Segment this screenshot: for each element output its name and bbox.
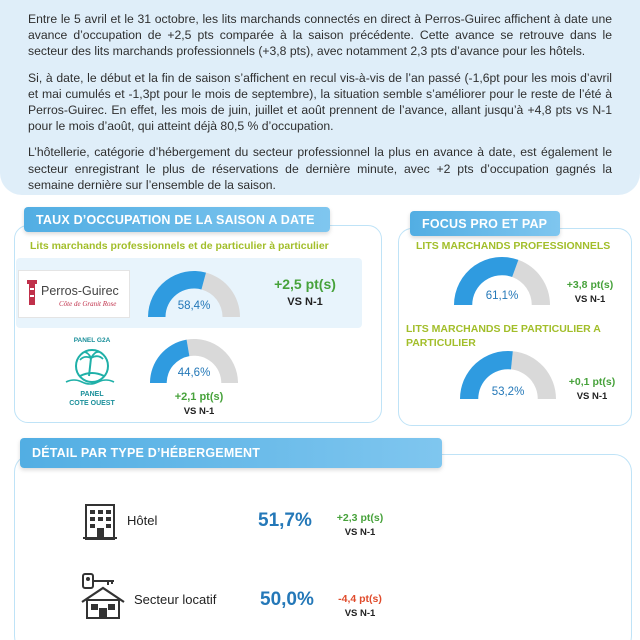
delta-vs: VS N-1 [344,527,376,538]
perros-guirec-logo [18,270,130,318]
panel-g2a-badge [58,336,126,412]
focus-pro-gauge [452,256,552,306]
delta-value: +2,1 pt(s) [174,391,224,403]
delta-vs: VS N-1 [576,391,608,402]
detail-row-1-label: Hôtel [127,513,158,528]
delta-vs: VS N-1 [287,296,323,308]
detail-row-2-label: Secteur locatif [134,592,217,607]
season-main-delta [262,276,348,308]
intro-panel [0,0,640,195]
panel-label-bottom-2: COTE OUEST [69,400,115,407]
season-subtitle: Lits marchands professionnels et de particulier à particulier [30,240,329,252]
logo-tagline: Côte de Granit Rose [59,300,117,308]
gauge-value: 53,2% [491,386,525,398]
delta-value: +0,1 pt(s) [568,376,616,388]
season-main-gauge [146,262,242,318]
season-panel-gauge [144,338,244,384]
delta-value: +2,3 pt(s) [336,512,384,524]
hotel-building-icon [80,501,120,541]
season-title: TAUX D’OCCUPATION DE LA SAISON A DATE [24,207,330,232]
panel-label-bottom-1: PANEL [80,391,104,398]
focus-pro-title: LITS MARCHANDS PROFESSIONNELS [416,240,611,252]
gauge-value: 61,1% [485,290,519,302]
focus-pro-delta [556,275,624,305]
intro-paragraph-3: L’hôtellerie, catégorie d’hébergement du secteur professionnel la plus en avance à date, est également le secteur enregistrant le plus de réservations de dernière minute, avec +2 pts d’occupation gagnés la semaine dernière sur l’ensemble de la saison. [28,145,612,192]
delta-value: +2,5 pt(s) [274,276,336,292]
delta-vs: VS N-1 [344,608,376,619]
intro-paragraph-2: Si, à date, le début et la fin de saison s’affichent en recul vis-à-vis de l’an passé (-1,6pt pour les mois d’avril et mai cumulés et -1,3pt pour le mois de septembre), la situation semble s’améliorer pour le reste de l’été à Perros-Guirec. En effet, les mois de juin, juillet et août prennent de l’avance, allant jusqu’à +4,8 pts vs N-1 pour le mois d’août, qui atteint déjà 80,5 % d’occupation. [28,70,612,134]
focus-pap-gauge [458,350,558,400]
gauge-value: 58,4% [177,300,211,312]
detail-row-2-delta [322,589,398,619]
intro-paragraph-1: Entre le 5 avril et le 31 octobre, les lits marchands connectés en direct à Perros-Guirec affichent à date une avance d’occupation de +2,5 pts comparée à la saison précédente. Cette avance se retrouve dans le secteur des lits marchands professionnels (+3,8 pts), avec notamment 2,3 pts d’avance pour les hôtels. [28,12,612,59]
focus-title: FOCUS PRO ET PAP [410,211,560,236]
focus-pap-title: LITS MARCHANDS DE PARTICULIER A PARTICULIER [406,323,601,349]
rental-house-key-icon [78,572,128,620]
detail-row-2-value: 50,0% [260,589,314,610]
delta-value: +3,8 pt(s) [566,279,614,291]
detail-row-1-delta [322,508,398,538]
beach-palm-icon [58,346,126,390]
logo-name: Perros-Guirec [41,284,119,298]
delta-vs: VS N-1 [574,294,606,305]
panel-label-top: PANEL G2A [73,337,111,344]
season-panel-delta [156,387,242,417]
delta-value: -4,4 pt(s) [338,593,382,605]
focus-pap-delta [558,372,626,402]
gauge-value: 44,6% [177,367,211,379]
delta-vs: VS N-1 [183,406,215,417]
detail-title: DÉTAIL PAR TYPE D’HÉBERGEMENT [20,438,442,468]
detail-row-1-value: 51,7% [258,510,312,531]
